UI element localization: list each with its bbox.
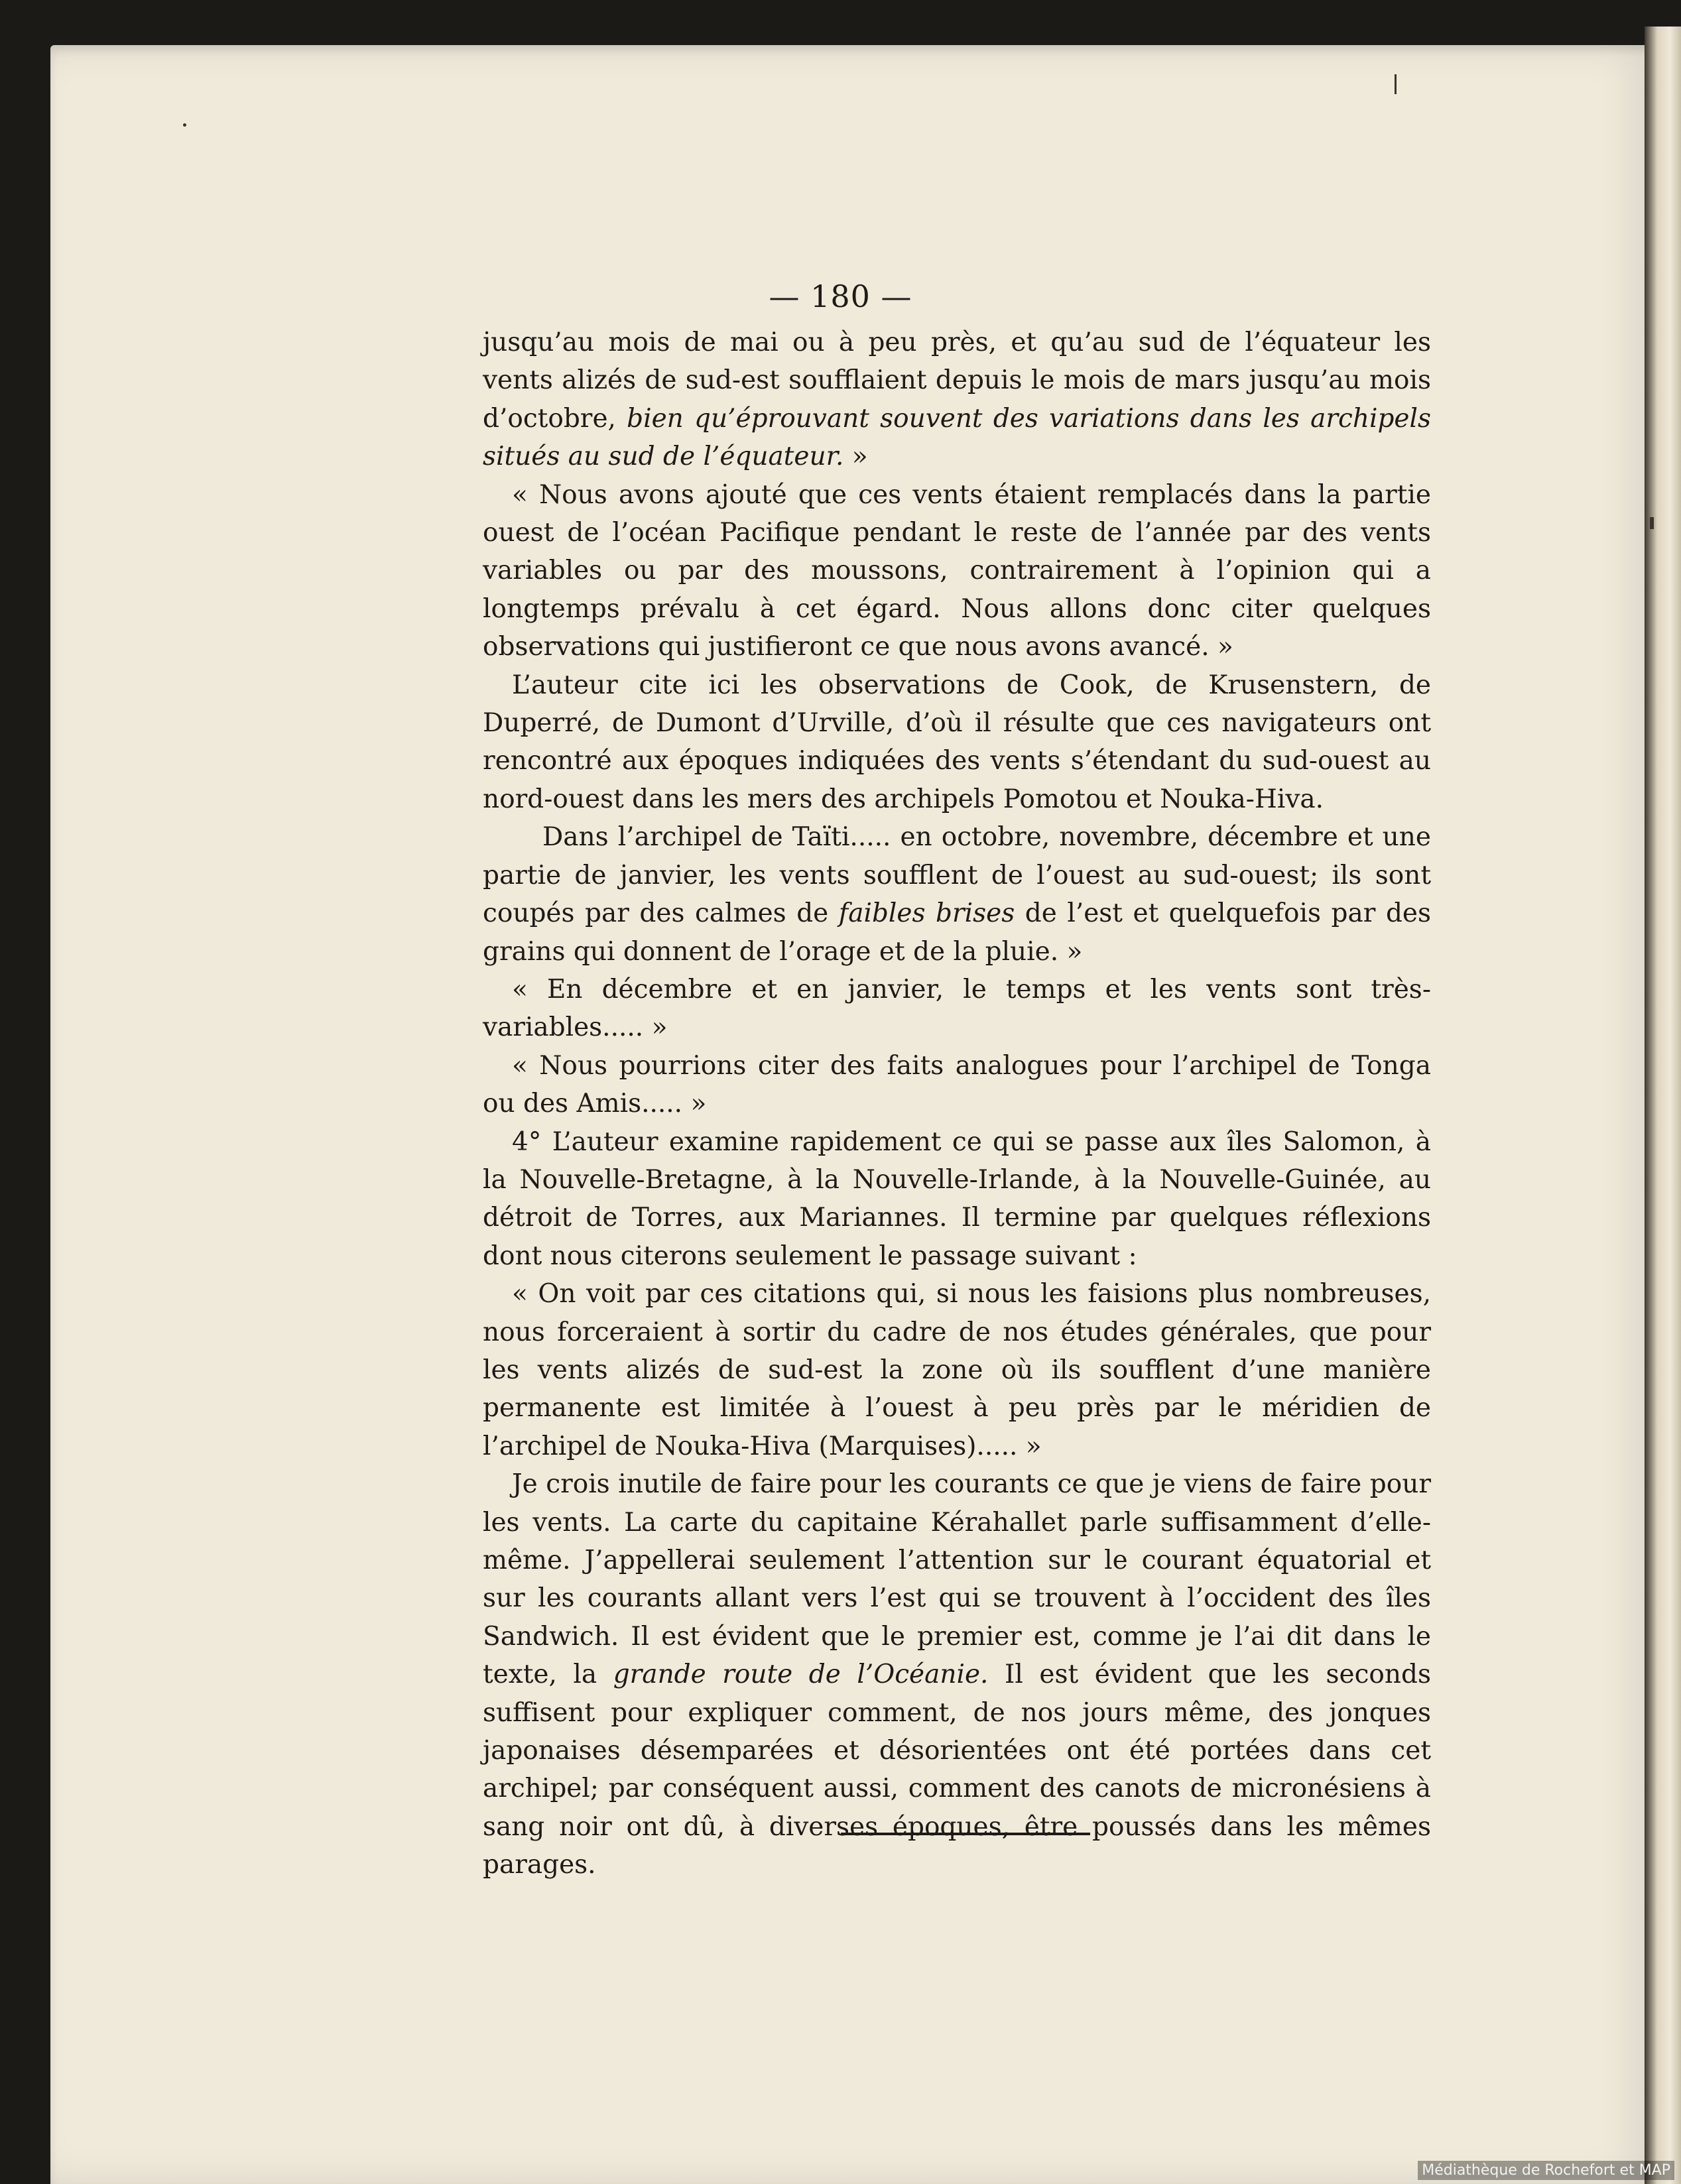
- credit-watermark: Médiathèque de Rochefort et MAP: [1418, 2161, 1674, 2180]
- body-text: [483, 324, 1431, 1884]
- page-speck: [1650, 517, 1654, 529]
- page-speck: [183, 123, 186, 127]
- paragraph-4: Dans l’archipel de Taïti..... en octobre, novembre, décembre et une partie de janvier, les vents soufflent de l’ouest au sud-ouest; ils sont coupés par des calmes de faibles brises de l’est et quelquefois par des grains qui donnent de l’orage et de la pluie. »: [483, 822, 1431, 967]
- paragraph-8: « On voit par ces citations qui, si nous les faisions plus nombreuses, nous forceraient à sortir du cadre de nos études générales, que pour les vents alizés de sud-est la zone où ils soufflent d’une manière permanente est limitée à l’ouest à peu près par le méridien de l’archipel de Nouka-Hiva (Marquises)..... »: [483, 1279, 1431, 1461]
- paragraph-7: 4° L’auteur examine rapidement ce qui se passe aux îles Salomon, à la Nouvelle-Bretagne, à la Nouvelle-Irlande, à la Nouvelle-Guinée, au détroit de Torres, aux Mariannes. Il termine par quelques réflexions dont nous citerons seulement le passage suivant :: [483, 1126, 1431, 1271]
- paragraph-6: « Nous pourrions citer des faits analogues pour l’archipel de Tonga ou des Amis..... »: [483, 1050, 1431, 1119]
- paragraph-1: jusqu’au mois de mai ou à peu près, et qu’au sud de l’équateur les vents alizés de sud-est soufflaient depuis le mois de mars jusqu’au mois d’octobre, bien qu’éprouvant souvent des variations dans les archipels situés au sud de l’équateur. »: [483, 328, 1431, 472]
- page-number: — 180 —: [769, 278, 912, 314]
- page-speck: [1395, 74, 1397, 94]
- book-spine: [1645, 27, 1681, 2184]
- end-rule: [841, 1833, 1090, 1835]
- paragraph-3: L’auteur cite ici les observations de Cook, de Krusenstern, de Duperré, de Dumont d’Urville, d’où il résulte que ces navigateurs ont rencontré aux époques indiquées des vents s’étendant du sud-ouest au nord-ouest dans les mers des archipels Pomotou et Nouka-Hiva.: [483, 670, 1431, 814]
- paragraph-5: « En décembre et en janvier, le temps et les vents sont très-variables..... »: [483, 974, 1431, 1043]
- paragraph-2: « Nous avons ajouté que ces vents étaient remplacés dans la partie ouest de l’océan Pacifique pendant le reste de l’année par des vents variables ou par des moussons, contrairement à l’opinion qui a longtemps prévalu à cet égard. Nous allons donc citer quelques observations qui justifieront ce que nous avons avancé. »: [483, 479, 1431, 662]
- paragraph-9: Je crois inutile de faire pour les courants ce que je viens de faire pour les vents. La carte du capitaine Kérahallet parle suffisamment d’elle-même. J’appellerai seulement l’attention sur le courant équatorial et sur les courants allant vers l’est qui se trouvent à l’occident des îles Sandwich. Il est évident que le premier est, comme je l’ai dit dans le texte, la grande route de l’Océanie. Il est évident que les seconds suffisent pour expliquer comment, de nos jours même, des jonques japonaises désemparées et désorientées ont été portées dans cet archipel; par conséquent aussi, comment des canots de micronésiens à sang noir ont dû, à diverses époques, être poussés dans les mêmes parages.: [483, 1469, 1431, 1880]
